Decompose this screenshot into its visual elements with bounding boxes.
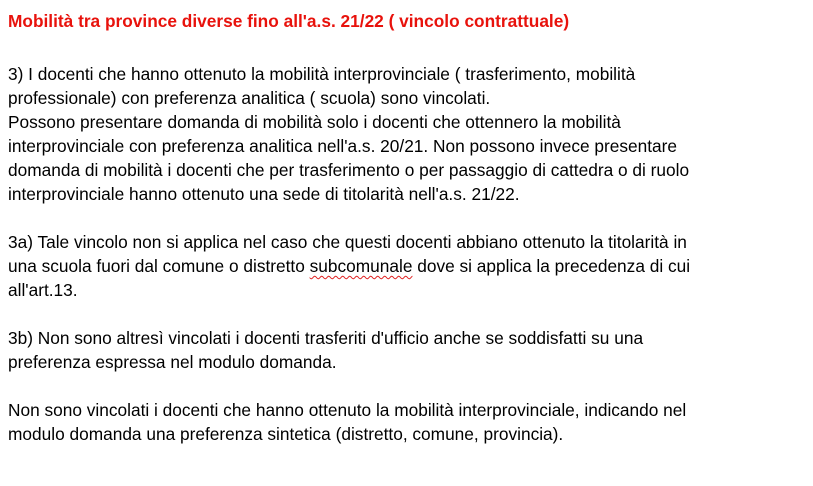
paragraph-line: professionale) con preferenza analitica ( scuola) sono vincolati. [8, 88, 491, 108]
paragraph-3b [8, 326, 808, 374]
paragraph-line: Non sono vincolati i docenti che hanno ottenuto la mobilità interprovinciale, indicando nel [8, 400, 687, 420]
paragraph-line: domanda di mobilità i docenti che per trasferimento o per passaggio di cattedra o di ruolo [8, 160, 690, 180]
paragraph-line: all'art.13. [8, 280, 78, 300]
paragraph-3 [8, 62, 808, 206]
paragraph-line: modulo domanda una preferenza sintetica (distretto, comune, provincia). [8, 424, 564, 444]
paragraph-line: 3a) Tale vincolo non si applica nel caso che questi docenti abbiano ottenuto la titolarità in [8, 232, 687, 252]
paragraph-line: preferenza espressa nel modulo domanda. [8, 352, 337, 372]
paragraph-line: Possono presentare domanda di mobilità solo i docenti che ottennero la mobilità [8, 112, 621, 132]
line-text-before: una scuola fuori dal comune o distretto [8, 256, 310, 276]
document-title: Mobilità tra province diverse fino all'a.s. 21/22 ( vincolo contrattuale) [8, 11, 570, 31]
paragraph-spacer [8, 206, 808, 230]
paragraph-line: 3b) Non sono altresì vincolati i docenti trasferiti d'ufficio anche se soddisfatti su una [8, 328, 644, 348]
paragraph-line: 3) I docenti che hanno ottenuto la mobilità interprovinciale ( trasferimento, mobilità [8, 64, 636, 84]
paragraph-line: interprovinciale con preferenza analitica nell'a.s. 20/21. Non possono invece presentare [8, 136, 678, 156]
paragraph-final [8, 398, 808, 446]
paragraph-3a [8, 230, 808, 302]
line-text-after: dove si applica la precedenza di cui [412, 256, 691, 276]
paragraph-line: interprovinciale hanno ottenuto una sede di titolarità nell'a.s. 21/22. [8, 184, 520, 204]
paragraph-line [8, 254, 808, 278]
document-page [8, 10, 808, 446]
paragraph-spacer [8, 374, 808, 398]
paragraph-spacer [8, 302, 808, 326]
spellcheck-flagged-word[interactable]: subcomunale [309, 256, 413, 276]
